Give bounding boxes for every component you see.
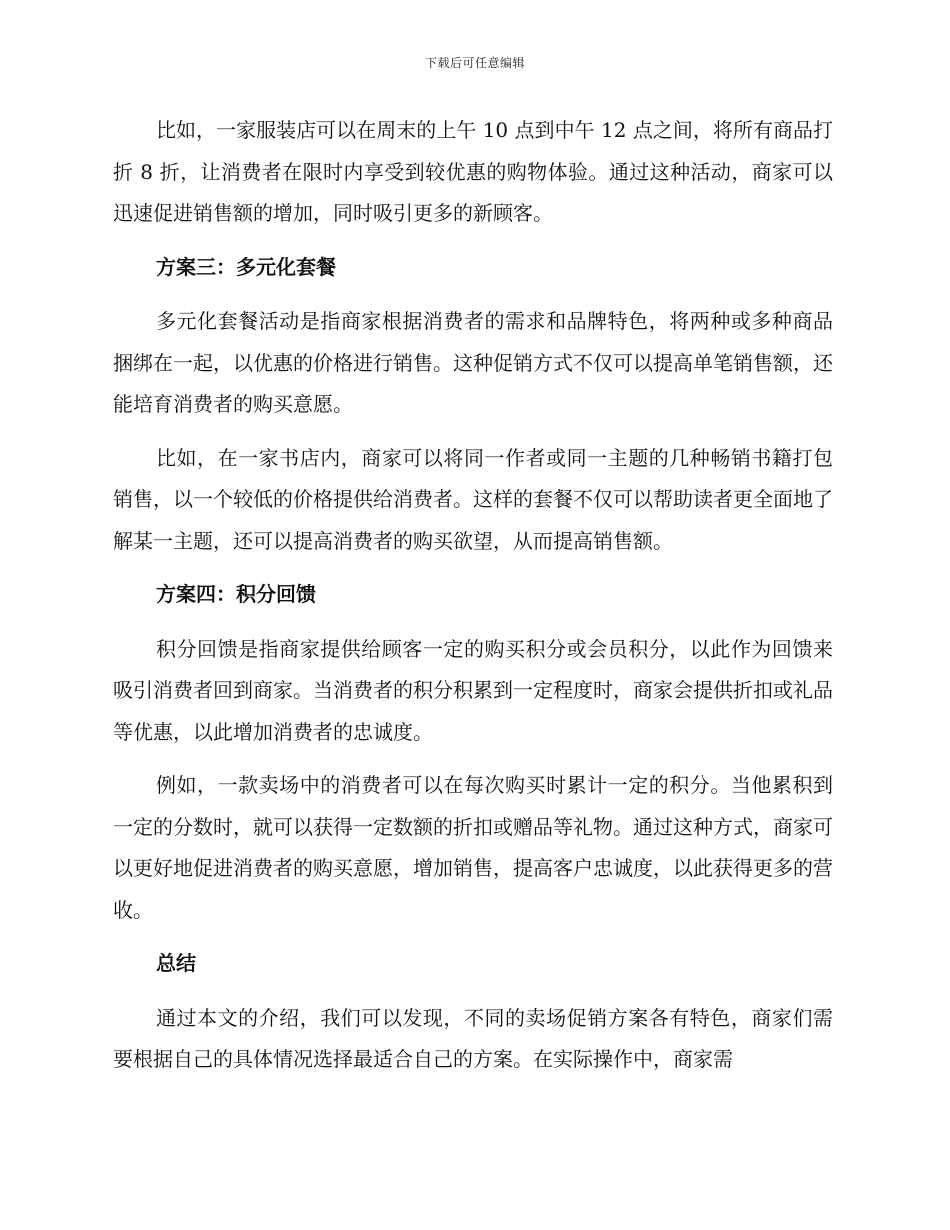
paragraph-points-definition: 积分回馈是指商家提供给顾客一定的购买积分或会员积分，以此作为回馈来吸引消费者回到商家。当消费者的积分积累到一定程度时，商家会提供折扣或礼品等优惠，以此增加消费者的忠诚度。: [113, 636, 833, 744]
page-header: 下载后可任意编辑: [424, 56, 525, 70]
paragraph-summary: 通过本文的介绍，我们可以发现，不同的卖场促销方案各有特色，商家们需要根据自己的具体情况选择最适合自己的方案。在实际操作中，商家需: [113, 1005, 833, 1071]
heading-summary: 总结: [156, 951, 196, 975]
heading-plan-four: 方案四：积分回馈: [156, 582, 316, 606]
heading-plan-three: 方案三：多元化套餐: [156, 254, 336, 279]
paragraph-points-example: 例如，一款卖场中的消费者可以在每次购买时累计一定的积分。当他累积到一定的分数时，就可以获得一定数额的折扣或赠品等礼物。通过这种方式，商家可以更好地促进消费者的购买意愿，增加销售，提高客户忠诚度，以此获得更多的营收。: [113, 773, 833, 922]
paragraph-bundle-definition: 多元化套餐活动是指商家根据消费者的需求和品牌特色，将两种或多种商品捆绑在一起，以优惠的价格进行销售。这种促销方式不仅可以提高单笔销售额，还能培育消费者的购买意愿。: [113, 309, 833, 416]
document-body: [113, 110, 833, 1093]
paragraph-bundle-example: 比如，在一家书店内，商家可以将同一作者或同一主题的几种畅销书籍打包销售，以一个较低的价格提供给消费者。这样的套餐不仅可以帮助读者更全面地了解某一主题，还可以提高消费者的购买欲望，从而提高销售额。: [113, 445, 833, 553]
paragraph-flash-sale-example: 比如，一家服装店可以在周末的上午 10 点到中午 12 点之间，将所有商品打折 8 折，让消费者在限时内享受到较优惠的购物体验。通过这种活动，商家可以迅速促进销售额的增加，同时吸引更多的新顾客。: [113, 118, 833, 225]
